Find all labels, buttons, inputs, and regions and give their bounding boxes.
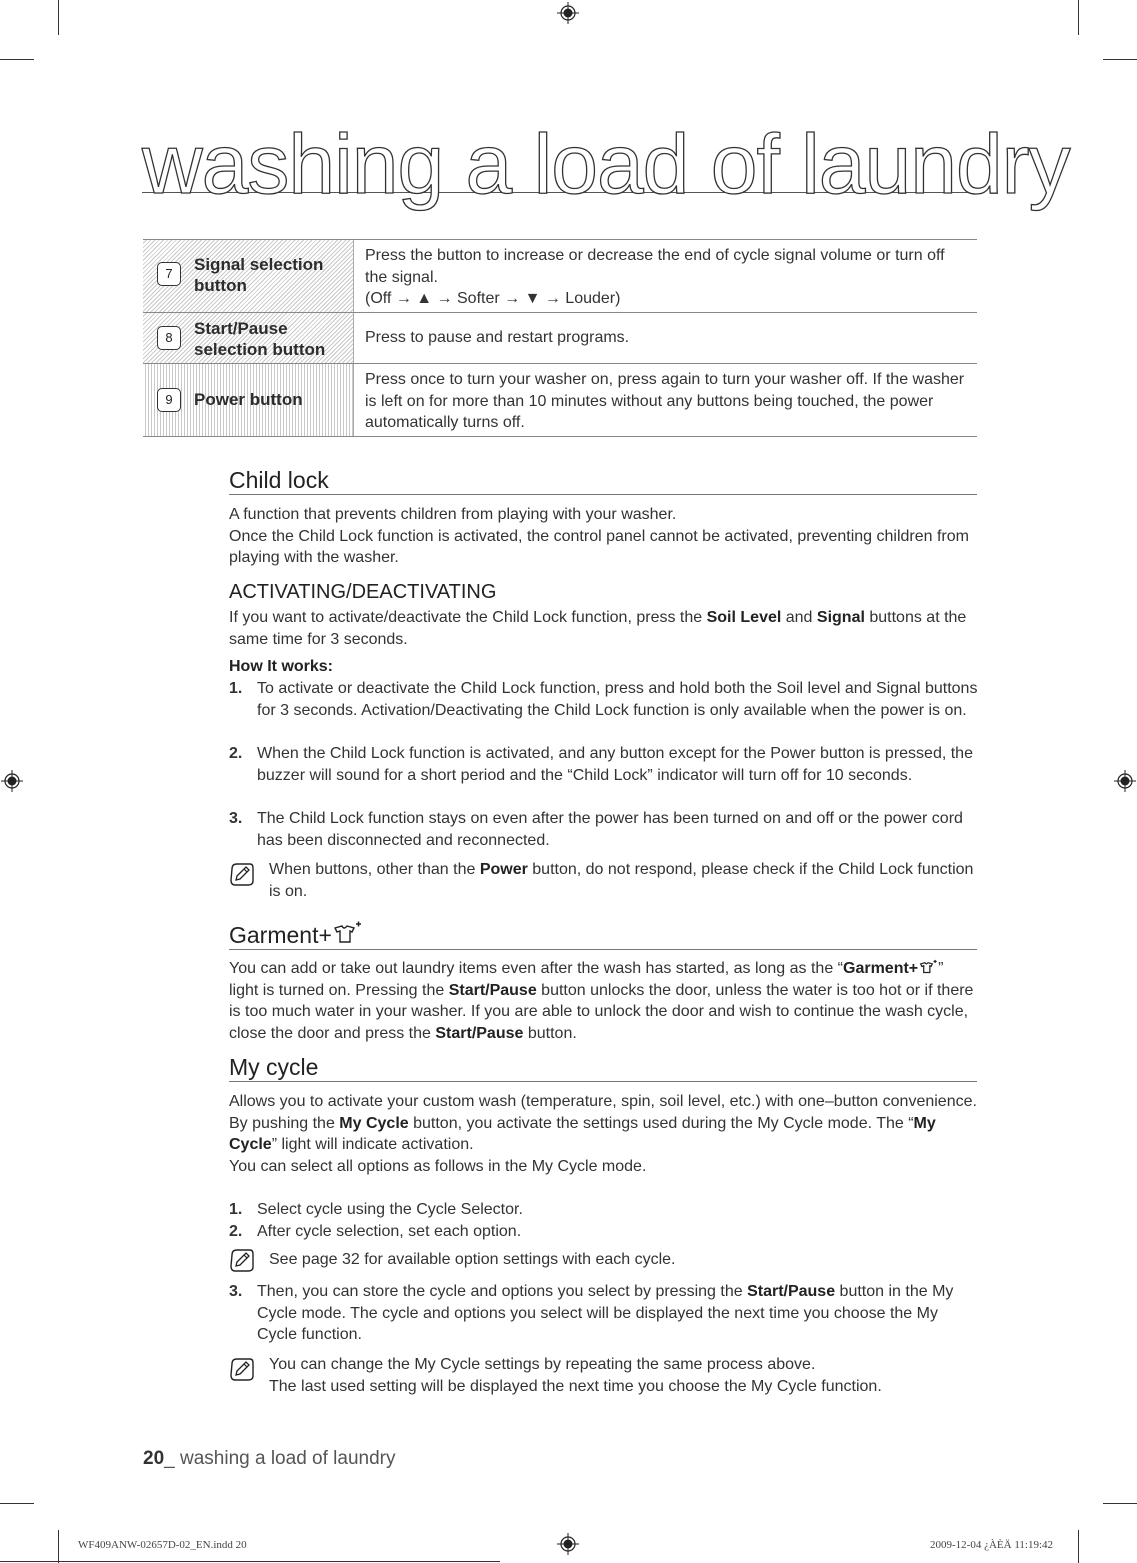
button-label: Start/Pause selection button <box>194 319 326 359</box>
garment-plus-icon <box>332 920 362 946</box>
button-label: Signal selection button <box>194 255 324 295</box>
button-number-badge: 7 <box>157 262 181 286</box>
button-label: Power button <box>194 390 303 409</box>
how-it-works-heading: How It works: <box>229 658 334 675</box>
section-heading-child-lock: Child lock <box>229 466 977 495</box>
table-row <box>143 240 977 313</box>
note-pencil-icon <box>229 861 255 887</box>
subheading-activating: ACTIVATING/DEACTIVATING <box>229 581 497 603</box>
activating-text: If you want to activate/deactivate the Child Lock function, press the Soil Level and Signal buttons at the same time for 3 seconds. <box>229 609 967 648</box>
registration-mark-icon <box>1114 770 1136 792</box>
list-item: 3. Then, you can store the cycle and options you select by pressing the Start/Pause button in the My Cycle mode. The cycle and options you select will be displayed the next time you choose the My Cycle function. <box>229 1283 954 1343</box>
garment-plus-icon <box>918 959 938 975</box>
button-label-cell <box>143 240 354 312</box>
crop-mark <box>1103 1503 1137 1504</box>
page-title: washing a load of laundry <box>142 117 1070 211</box>
crop-mark <box>0 1561 500 1562</box>
button-description: Press to pause and restart programs. <box>365 329 630 346</box>
list-item: 2. When the Child Lock function is activated, and any button except for the Power button is pressed, the buzzer will sound for a short period and the “Child Lock” indicator will turn off for 10 seconds. <box>229 745 973 784</box>
list-item: 2. After cycle selection, set each option. <box>229 1223 522 1240</box>
footer-chapter-title: washing a load of laundry <box>180 1448 396 1469</box>
button-number-badge: 8 <box>157 326 181 350</box>
print-slug-file: WF409ANW-02657D-02_EN.indd 20 <box>78 1539 247 1551</box>
section-heading-my-cycle: My cycle <box>229 1053 977 1082</box>
list-item: 1. Select cycle using the Cycle Selector. <box>229 1201 523 1218</box>
crop-mark <box>1078 0 1079 35</box>
print-slug-date: 2009-12-04 ¿ÀÈÄ 11:19:42 <box>930 1539 1054 1551</box>
button-label-cell <box>143 313 354 363</box>
note-my-cycle-settings: You can change the My Cycle settings by repeating the same process above. The last used setting will be displayed the next time you choose the My Cycle function. <box>229 1354 979 1397</box>
my-cycle-intro: Allows you to activate your custom wash (temperature, spin, soil level, etc.) with one–button convenience. By pushing the My Cycle button, you activate the settings used during the My Cycle mode. The “My Cycle” light will indicate activation. You can select all options as follows in the My Cycle mode. <box>229 1093 977 1175</box>
registration-mark-icon <box>557 2 579 24</box>
registration-mark-icon <box>1 770 23 792</box>
button-number-badge: 9 <box>157 388 181 412</box>
garment-text: You can add or take out laundry items even after the wash has started, as long as the “Garment+ ” light is turned on. Pressing the Start/Pause button unlocks the door, unless the water is too hot or if there is too much water in your washer. If you are able to unlock the door and wish to continue the wash cycle, close the door and press the Start/Pause button. <box>229 960 974 1042</box>
section-heading-garment: Garment+ <box>229 920 977 950</box>
note-pencil-icon <box>229 1356 255 1382</box>
crop-mark <box>0 1503 34 1504</box>
note-pencil-icon <box>229 1247 255 1273</box>
crop-mark <box>1103 59 1137 60</box>
signal-sequence: (Off → ▲ → Softer → ▼ → Louder) <box>365 290 621 307</box>
note-option-settings: See page 32 for available option settings with each cycle. <box>229 1249 979 1271</box>
crop-mark <box>58 1530 59 1563</box>
note-child-lock: When buttons, other than the Power button, do not respond, please check if the Child Lock function is on. <box>229 859 979 902</box>
registration-mark-icon <box>557 1533 579 1555</box>
button-description: Press the button to increase or decrease the end of cycle signal volume or turn off the signal. (Off → ▲ → Softer → ▼ → Louder) <box>354 240 977 312</box>
crop-mark <box>1078 1530 1079 1563</box>
child-lock-intro: A function that prevents children from playing with your washer. Once the Child Lock function is activated, the control panel cannot be activated, preventing children from playing with the washer. <box>229 506 969 566</box>
button-description-table <box>143 239 977 437</box>
list-item: 1. To activate or deactivate the Child Lock function, press and hold both the Soil level and Signal buttons for 3 seconds. Activation/Deactivating the Child Lock function is only available when the power is on. <box>229 680 978 719</box>
page-number: 20 <box>143 1448 165 1469</box>
page-footer: 20_ washing a load of laundry <box>143 1448 396 1469</box>
crop-mark <box>58 0 59 35</box>
table-row <box>143 313 977 364</box>
table-row <box>143 364 977 437</box>
button-description: Press once to turn your washer on, press again to turn your washer off. If the washer is left on for more than 10 minutes without any buttons being touched, the power automatically turns off. <box>365 371 965 431</box>
button-label-cell <box>143 364 354 436</box>
crop-mark <box>0 59 34 60</box>
list-item: 3. The Child Lock function stays on even after the power has been turned on and off or the power cord has been disconnected and reconnected. <box>229 810 963 849</box>
